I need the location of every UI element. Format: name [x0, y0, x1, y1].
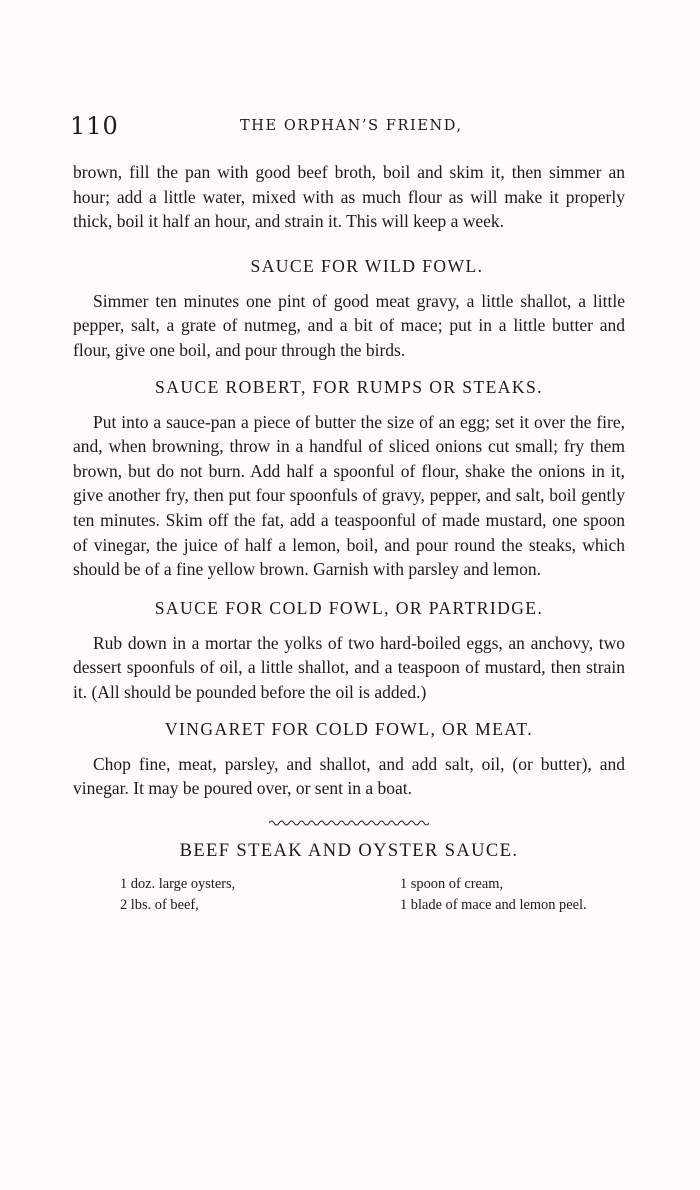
- ingredient-item: 1 doz. large oysters,: [120, 875, 236, 892]
- ingredients-right-column: [400, 874, 587, 916]
- ingredient-item: 2 lbs. of beef,: [120, 896, 199, 913]
- section-body-vingaret: Chop fine, meat, parsley, and shallot, and add salt, oil, (or butter), and vinegar. It may be poured over, or sent in a boat.: [73, 753, 625, 799]
- section-body-cold-fowl: Rub down in a mortar the yolks of two hard-boiled eggs, an anchovy, two dessert spoonfuls of oil, a little shallot, and a teaspoon of mustard, then strain it. (All should be pounded before the oil is added.): [73, 632, 625, 702]
- recipe-title-beef-steak: BEEF STEAK AND OYSTER SAUCE.: [179, 840, 519, 861]
- section-title-wild-fowl: SAUCE FOR WILD FOWL.: [250, 255, 484, 276]
- ingredient-item: 1 blade of mace and lemon peel.: [400, 896, 587, 913]
- ingredients-left-column: [120, 874, 235, 916]
- ingredients-list: [73, 874, 625, 918]
- section-body-sauce-robert: Put into a sauce-pan a piece of butter the size of an egg; set it over the fire, and, when browning, throw in a handful of sliced onions cut small; fry them brown, but do not burn. Add half a spoonful of flour, shake the onions in it, give another fry, then put four spoonfuls of gravy, pepper, and salt, boil gently ten minutes. Skim off the fat, add a teaspoonful of made mustard, one spoon of vinegar, the juice of half a lemon, boil, and pour round the steaks, which should be of a fine yellow brown. Garnish with parsley and lemon.: [73, 411, 625, 580]
- section-title-cold-fowl: SAUCE FOR COLD FOWL, OR PARTRIDGE.: [154, 597, 544, 618]
- running-title: THE ORPHAN’S FRIEND,: [240, 118, 463, 134]
- page-header: [70, 112, 630, 142]
- section-title-sauce-robert: SAUCE ROBERT, FOR RUMPS OR STEAKS.: [155, 376, 543, 397]
- intro-paragraph: brown, fill the pan with good beef broth, boil and skim it, then simmer an hour; add a little water, mixed with as much flour as will make it properly thick, boil it half an hour, and strain it. This will keep a week.: [73, 162, 625, 232]
- section-body-wild-fowl: Simmer ten minutes one pint of good meat gravy, a little shallot, a little pepper, salt, a grate of nutmeg, and a bit of mace; put in a little butter and flour, give one boil, and pour through the birds.: [73, 290, 625, 360]
- section-title-vingaret: VINGARET FOR COLD FOWL, OR MEAT.: [164, 718, 534, 739]
- page-number: 110: [70, 112, 119, 140]
- ingredient-item: 1 spoon of cream,: [400, 875, 504, 892]
- page-content: [73, 160, 625, 918]
- wavy-rule-ornament: [269, 819, 429, 827]
